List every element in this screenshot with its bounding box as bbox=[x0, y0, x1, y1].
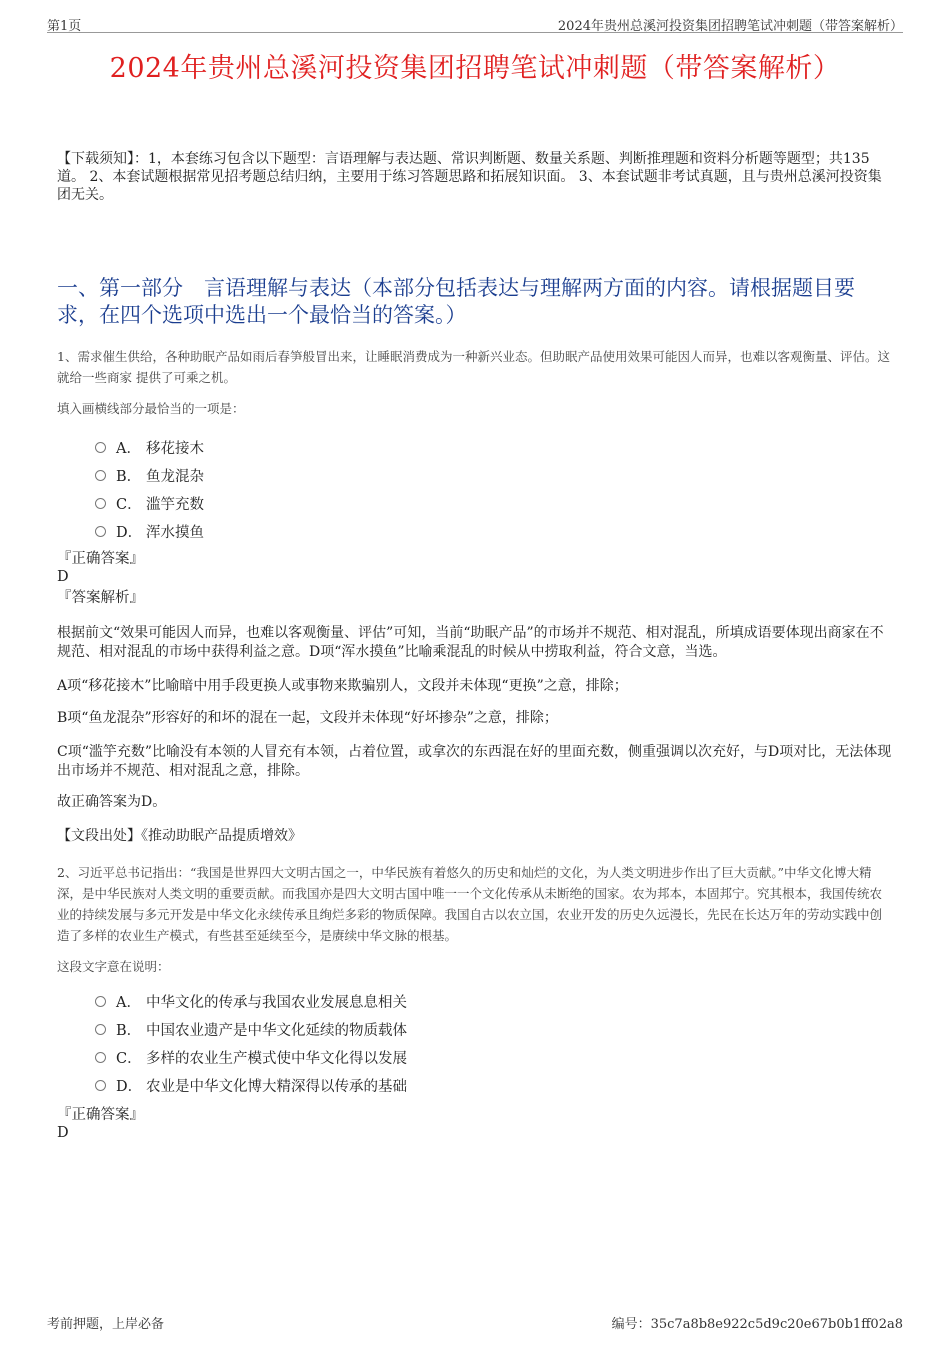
page-header bbox=[47, 14, 903, 33]
option-text: 多样的农业生产模式使中华文化得以发展 bbox=[146, 1050, 407, 1067]
option-c[interactable]: C． 滥竽充数 bbox=[95, 489, 204, 517]
analysis-paragraph: C项“滥竽充数”比喻没有本领的人冒充有本领，占着位置，或拿次的东西混在好的里面充数，侧重强调以次充好，与D项对比，无法体现出市场并不规范、相对混乱之意，排除。 bbox=[57, 744, 892, 779]
analysis-paragraph: 根据前文“效果可能因人而异，也难以客观衡量、评估”可知，当前“助眠产品”的市场并不规范、相对混乱，所填成语要体现出商家在不规范、相对混乱的市场中获得利益之意。D项“浑水摸鱼”比喻乘混乱的时候从中捞取利益，符合文意，当选。 bbox=[57, 625, 884, 660]
question-2-text: 2、习近平总书记指出：“我国是世界四大文明古国之一，中华民族有着悠久的历史和灿烂的文化，为人类文明进步作出了巨大贡献。”中华文化博大精深，是中华民族对人类文明的重要贡献。而我国亦是四大文明古国中唯一一个文化传承从未断绝的国家。农为邦本，本固邦宁。究其根本，我国传统农业的持续发展与多元开发是中华文化永续传承且绚烂多彩的物质保障。我国自古以农立国，农业开发的历史久远漫长，先民在长达万年的劳动实践中创造了多样的农业生产模式，有些甚至延续至今，是赓续中华文脉的根基。 bbox=[57, 865, 883, 943]
option-b[interactable]: B． 中国农业遗产是中华文化延续的物质载体 bbox=[95, 1015, 407, 1043]
radio-icon[interactable] bbox=[95, 1052, 106, 1063]
answer-label: 『正确答案』 bbox=[57, 551, 144, 567]
option-text: 鱼龙混杂 bbox=[146, 468, 204, 485]
radio-icon[interactable] bbox=[95, 996, 106, 1007]
option-text: 农业是中华文化博大精深得以传承的基础 bbox=[146, 1078, 407, 1095]
download-notice: 【下载须知】：1，本套练习包含以下题型：言语理解与表达题、常识判断题、数量关系题、判断推理题和资料分析题等题型；共135道。 2、本套试题根据常见招考题总结归纳，主要用于练习答题思路和拓展知识面。 3、本套试题非考试真题，且与贵州总溪河投资集团无关。 bbox=[57, 151, 882, 203]
radio-icon[interactable] bbox=[95, 526, 106, 537]
question-1-options bbox=[95, 433, 204, 545]
option-text: 移花接木 bbox=[146, 440, 204, 457]
header-doc-title: 2024年贵州总溪河投资集团招聘笔试冲刺题（带答案解析） bbox=[557, 19, 903, 34]
answer-value: D bbox=[57, 1125, 69, 1141]
option-text: 滥竽充数 bbox=[146, 496, 204, 513]
option-text: 浑水摸鱼 bbox=[146, 524, 204, 541]
analysis-paragraph: A项“移花接木”比喻暗中用手段更换人或事物来欺骗别人，文段并未体现“更换”之意，排除； bbox=[57, 678, 628, 694]
analysis-label: 『答案解析』 bbox=[57, 590, 144, 606]
option-b[interactable]: B． 鱼龙混杂 bbox=[95, 461, 204, 489]
question-1-text: 1、需求催生供给，各种助眠产品如雨后春笋般冒出来，让睡眠消费成为一种新兴业态。但助眠产品使用效果可能因人而异，也难以客观衡量、评估。这就给一些商家 提供了可乘之机。 bbox=[57, 349, 890, 385]
option-c[interactable]: C． 多样的农业生产模式使中华文化得以发展 bbox=[95, 1043, 407, 1071]
footer-doc-id: 编号：35c7a8b8e922c5d9c20e67b0b1ff02a8 bbox=[611, 1317, 903, 1332]
page-number: 第1页 bbox=[47, 19, 82, 34]
option-text: 中国农业遗产是中华文化延续的物质载体 bbox=[146, 1022, 407, 1039]
answer-value: D bbox=[57, 569, 69, 585]
document-title: 2024年贵州总溪河投资集团招聘笔试冲刺题（带答案解析） bbox=[109, 53, 841, 84]
option-d[interactable]: D． 农业是中华文化博大精深得以传承的基础 bbox=[95, 1071, 407, 1099]
option-a[interactable]: A． 移花接木 bbox=[95, 433, 204, 461]
radio-icon[interactable] bbox=[95, 442, 106, 453]
radio-icon[interactable] bbox=[95, 470, 106, 481]
question-1-prompt: 填入画横线部分最恰当的一项是： bbox=[57, 401, 245, 416]
radio-icon[interactable] bbox=[95, 498, 106, 509]
option-text: 中华文化的传承与我国农业发展息息相关 bbox=[146, 994, 407, 1011]
radio-icon[interactable] bbox=[95, 1024, 106, 1035]
answer-label: 『正确答案』 bbox=[57, 1107, 144, 1123]
section-title: 一、第一部分 言语理解与表达（本部分包括表达与理解两方面的内容。请根据题目要求，在四个选项中选出一个最恰当的答案。） bbox=[57, 276, 855, 327]
analysis-paragraph: B项“鱼龙混杂”形容好的和坏的混在一起，文段并未体现“好坏掺杂”之意，排除； bbox=[57, 710, 558, 726]
question-2-prompt: 这段文字意在说明： bbox=[57, 959, 170, 974]
footer-slogan: 考前押题，上岸必备 bbox=[47, 1317, 165, 1332]
source-citation: 【文段出处】《推动助眠产品提质增效》 bbox=[57, 828, 302, 844]
option-d[interactable]: D． 浑水摸鱼 bbox=[95, 517, 204, 545]
option-a[interactable]: A． 中华文化的传承与我国农业发展息息相关 bbox=[95, 987, 407, 1015]
radio-icon[interactable] bbox=[95, 1080, 106, 1091]
question-2-options bbox=[95, 987, 407, 1099]
analysis-conclusion: 故正确答案为D。 bbox=[57, 794, 167, 810]
